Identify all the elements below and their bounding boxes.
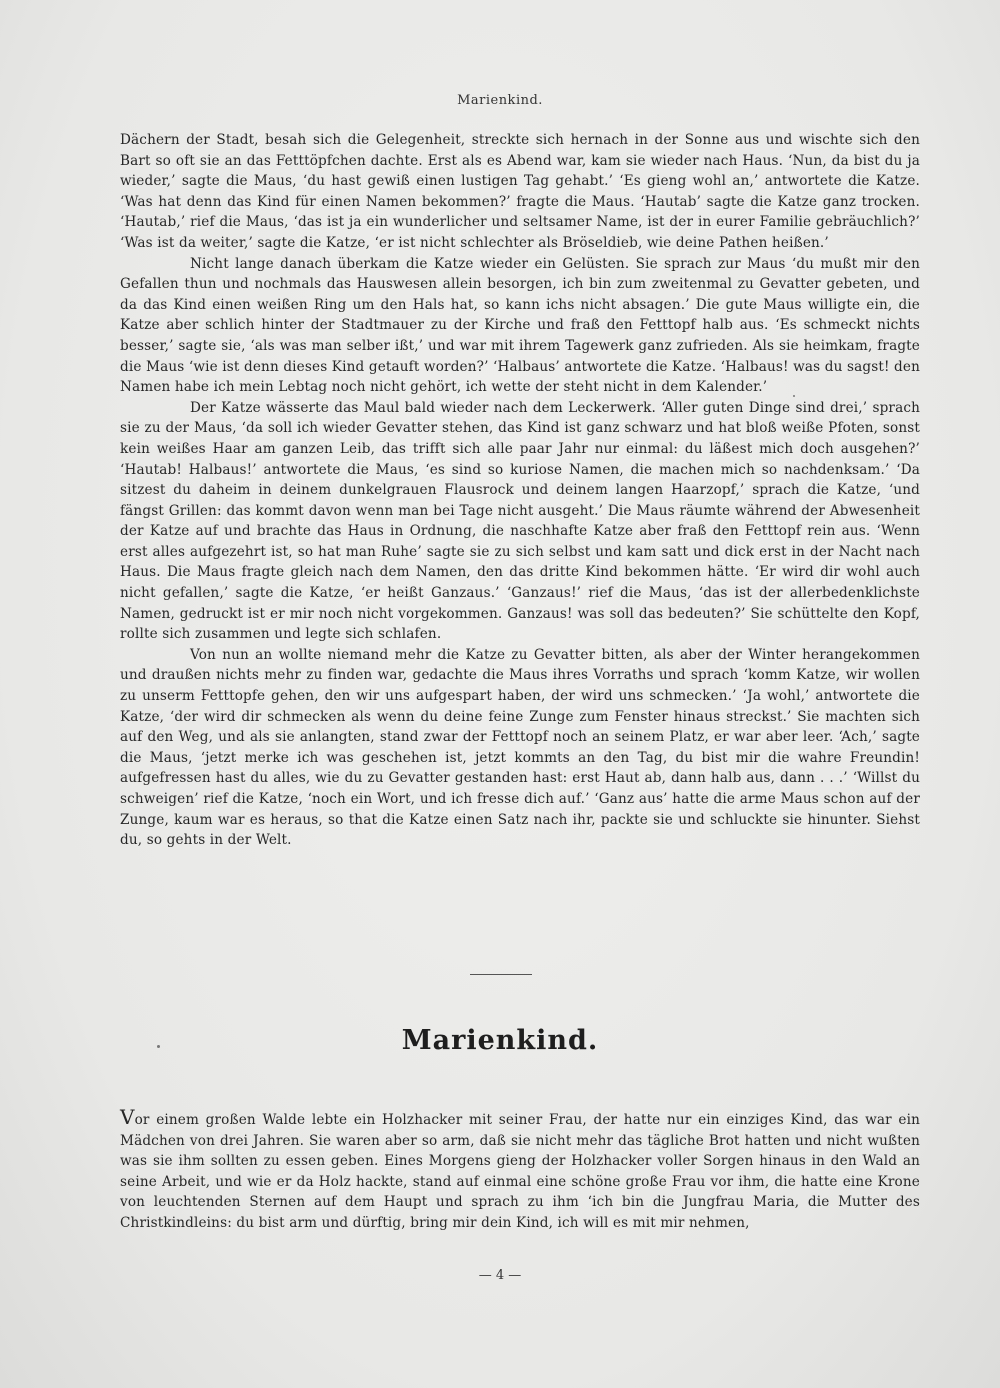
story-end-text xyxy=(120,130,920,851)
chapter-title: Marienkind. xyxy=(401,1025,599,1056)
chapter-text xyxy=(120,1105,920,1234)
story-paragraph-2: Nicht lange danach überkam die Katze wieder ein Gelüsten. Sie sprach zur Maus ‘du mußt mir den Gefallen thun und nochmals das Hauswesen allein besorgen, ich bin zum zweitenmal zu Gevatter gebeten, und da das Kind einen weißen Ring um den Hals hat, so kann ichs nicht absagen.’ Die gute Maus willigte ein, die Katze aber schlich hinter der Stadtmauer zu der Kirche und fraß den Fetttopf halb aus. ‘Es schmeckt nichts besser,’ sagte sie, ‘als was man selber ißt,’ und war mit ihrem Tagewerk ganz zufrieden. Als sie heimkam, fragte die Maus ‘wie ist denn dieses Kind getauft worden?’ ‘Halbaus’ antwortete die Katze. ‘Halbaus! was du sagst! den Namen habe ich mein Lebtag noch nicht gehört, ich wette der steht nicht in dem Kalender.’ xyxy=(120,255,920,396)
dropcap: V xyxy=(120,1105,135,1129)
running-head: Marienkind. xyxy=(457,93,543,108)
story-paragraph-3: Der Katze wässerte das Maul bald wieder nach dem Leckerwerk. ‘Aller guten Dinge sind drei,’ sprach sie zu der Maus, ‘da soll ich wieder Gevatter stehen, das Kind ist ganz schwarz und hat bloß weiße Pfoten, sonst kein weißes Haar am ganzen Leib, das trifft sich alle paar Jahr nur einmal: du läßest mich doch ausgehen?’ ‘Hautab! Halbaus!’ antwortete die Maus, ‘es sind so kuriose Namen, die machen mich so nachdenksam.’ ‘Da sitzest du daheim in deinem dunkelgrauen Flausrock und deinem langen Haarzopf,’ sprach die Katze, ‘und fängst Grillen: das kommt davon wenn man bei Tage nicht ausgeht.’ Die Maus räumte während der Abwesenheit der Katze auf und brachte das Haus in Ordnung, die naschhafte Katze aber fraß den Fetttopf rein aus. ‘Wenn erst alles aufgezehrt ist, so hat man Ruhe’ sagte sie zu sich selbst und kam satt und dick erst in der Nacht nach Haus. Die Maus fragte gleich nach dem Namen, den das dritte Kind bekommen hätte. ‘Er wird dir wohl auch nicht gefallen,’ sagte die Katze, ‘er heißt Ganzaus.’ ‘Ganzaus!’ rief die Maus, ‘das ist der allerbedenklichste Namen, gedruckt ist er mir noch nicht vorgekommen. Ganzaus! was soll das bedeuten?’ Sie schüttelte den Kopf, rollte sich zusammen und legte sich schlafen. xyxy=(120,399,920,643)
story-paragraph-1: Dächern der Stadt, besah sich die Gelegenheit, streckte sich hernach in der Sonne aus und wischte sich den Bart so oft sie an das Fetttöpfchen dachte. Erst als es Abend war, kam sie wieder nach Haus. ‘Nun, da bist du ja wieder,’ sagte die Maus, ‘du hast gewiß einen lustigen Tag gehabt.’ ‘Es gieng wohl an,’ antwortete die Katze. ‘Was hat denn das Kind für einen Namen bekommen?’ fragte die Maus. ‘Hautab’ sagte die Katze ganz trocken. ‘Hautab,’ rief die Maus, ‘das ist ja ein wunderlicher und seltsamer Name, ist der in eurer Familie gebräuchlich?’ ‘Was ist da weiter,’ sagte die Katze, ‘er ist nicht schlechter als Bröseldieb, wie deine Pathen heißen.’ xyxy=(120,132,920,251)
paper-speck xyxy=(793,395,795,397)
story-paragraph-4: Von nun an wollte niemand mehr die Katze zu Gevatter bitten, als aber der Winter herangekommen und draußen nichts mehr zu finden war, gedachte die Maus ihres Vorraths und sprach ‘komm Katze, wir wollen zu unserm Fetttopfe gehen, den wir uns aufgespart haben, der wird uns schmecken.’ ‘Ja wohl,’ antwortete die Katze, ‘der wird dir schmecken als wenn du deine feine Zunge zum Fenster hinaus streckst.’ Sie machten sich auf den Weg, und als sie anlangten, stand zwar der Fetttopf noch an seinem Platz, er war aber leer. ‘Ach,’ sagte die Maus, ‘jetzt merke ich was geschehen ist, jetzt kommts an den Tag, du bist mir die wahre Freundin! aufgefressen hast du alles, wie du zu Gevatter gestanden hast: erst Haut ab, dann halb aus, dann . . .’ ‘Willst du schweigen’ rief die Katze, ‘noch ein Wort, und ich fresse dich auf.’ ‘Ganz aus’ hatte die arme Maus schon auf der Zunge, kaum war es heraus, so that die Katze einen Satz nach ihr, packte sie und schluckte sie hinunter. Siehst du, so gehts in der Welt. xyxy=(120,646,920,849)
paper-speck xyxy=(157,1045,160,1048)
page-number: — 4 — xyxy=(478,1268,522,1283)
chapter-paragraph-text: or einem großen Walde lebte ein Holzhacker mit seiner Frau, der hatte nur ein einziges Kind, das war ein Mädchen von drei Jahren. Sie waren aber so arm, daß sie nicht mehr das tägliche Brot hatten und nicht wußten was sie ihm sollten zu essen geben. Eines Morgens gieng der Holzhacker voller Sorgen hinaus in den Wald an seine Arbeit, und wie er da Holz hackte, stand auf einmal eine schöne große Frau vor ihm, die hatte eine Krone von leuchtenden Sternen auf dem Haupt und sprach zu ihm ‘ich bin die Jungfrau Maria, die Mutter des Christkindleins: du bist arm und dürftig, bring mir dein Kind, ich will es mit mir nehmen, xyxy=(120,1112,920,1231)
section-divider xyxy=(470,974,532,975)
chapter-paragraph-1 xyxy=(120,1105,920,1234)
